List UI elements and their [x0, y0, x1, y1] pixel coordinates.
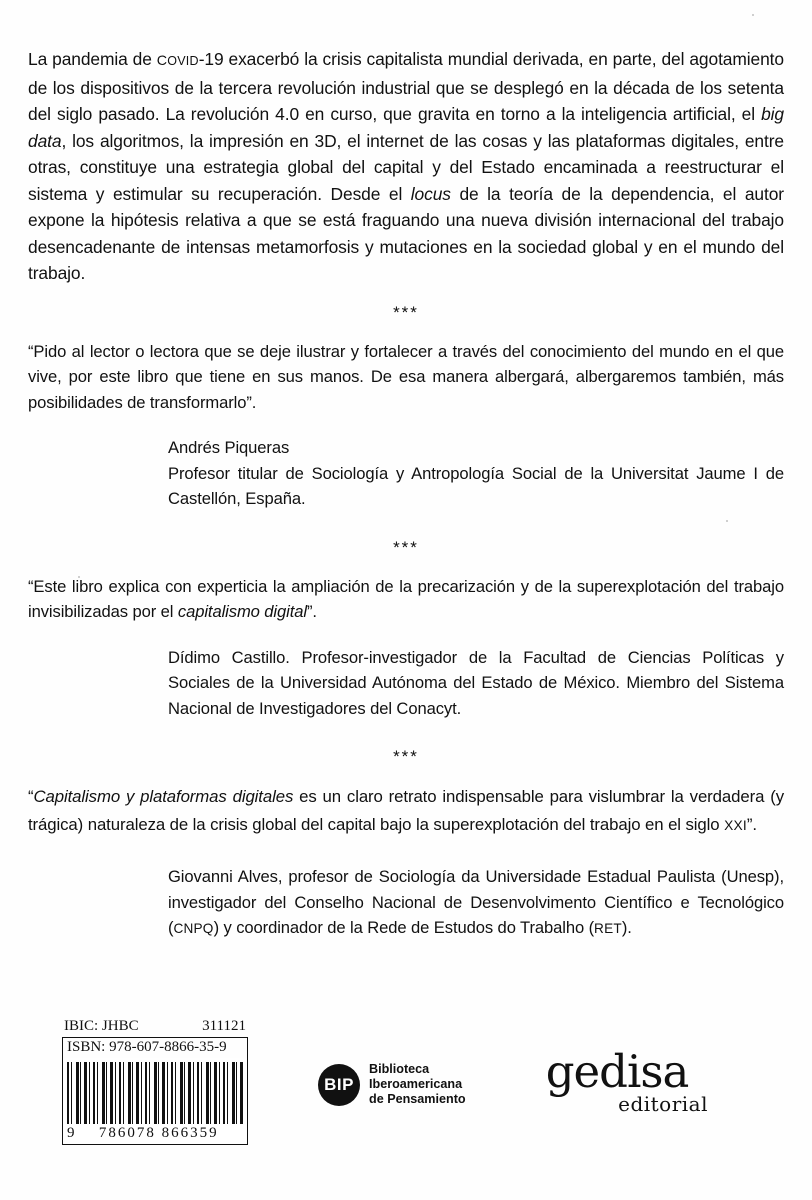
main-paragraph: La pandemia de COVID-19 exacerbó la crisis capitalista mundial derivada, en parte, del agotamiento de los dispositivos de la tercera revolución industrial que se desplegó en la década de los setenta del siglo pasado. La revolución 4.0 en curso, que gravita en torno a la inteligencia artificial, el big data, los algoritmos, la impresión en 3D, el internet de las cosas y las plataformas digitales, entre otras, constituye una estrategia global del capital y del Estado encaminada a reestructurar el sistema y estimular su recuperación. Desde el locus de la teoría de la dependencia, el autor expone la hipótesis relativa a que se está fraguando una nueva división internacional del trabajo desencadenante de intensas metamorfosis y mutaciones en la sociedad global y en el mundo del trabajo.: [28, 49, 784, 283]
bip-line-2: Iberoamericana: [369, 1077, 463, 1091]
barcode-lead-digit: 9: [67, 1125, 75, 1141]
publisher-subtitle: editorial: [618, 1092, 708, 1116]
blurb-attribution-2: Dídimo Castillo. Profesor-investigador de la Facultad de Ciencias Políticas y Sociales de la Universidad Autónoma del Estado de México. Miembro del Sistema Nacional de Investigadores del Conacyt.: [168, 647, 784, 718]
separator-stars-1: ***: [393, 302, 419, 322]
bip-mark-icon: BIP: [318, 1064, 360, 1106]
ibic-row: [62, 1018, 248, 1037]
isbn-barcode-block: [62, 1018, 248, 1145]
cover-footer: [0, 1000, 812, 1200]
barcode-digits: [67, 1124, 243, 1142]
separator-stars-2: ***: [393, 537, 419, 557]
barcode-bars: [67, 1062, 243, 1124]
bip-logo: [318, 1062, 466, 1107]
separator-stars-3: ***: [393, 747, 419, 766]
blurb-quote-3: “Capitalismo y plataformas digitales es un claro retrato indispensable para vislumbrar la verdadera (y trágica) naturaleza de la crisis global del capital bajo la superexplotación del trabajo en el siglo XXI”.: [28, 787, 784, 834]
bip-line-1: Biblioteca: [369, 1062, 430, 1076]
ibic-code: 311121: [202, 1018, 246, 1034]
blurb-attribution-1: Andrés Piqueras Profesor titular de Sociología y Antropología Social de la Universitat Jaume I de Castellón, España.: [168, 438, 784, 508]
back-cover-content: [28, 46, 784, 942]
barcode-number: 786078 866359: [98, 1125, 219, 1141]
bip-line-3: de Pensamiento: [369, 1092, 466, 1106]
publisher-name: gedisa: [545, 1045, 689, 1098]
blurb-attribution-3: Giovanni Alves, profesor de Sociología da Universidade Estadual Paulista (Unesp), investigador del Conselho Nacional de Desenvolvimento Científico e Tecnológico (CNPQ) y coordinador de la Rede de Estudos do Trabalho (RET).: [168, 867, 784, 937]
bip-logo-text: [369, 1062, 466, 1107]
publisher-logo: [512, 1045, 722, 1116]
barcode: [62, 1058, 248, 1145]
blurb-quote-1: “Pido al lector o lectora que se deje ilustrar y fortalecer a través del conocimiento del mundo en el que vive, por este libro que tiene en sus manos. De esa manera albergará, albergaremos también, más posibilidades de transformarlo”.: [28, 341, 784, 412]
paper-speck: [752, 14, 754, 16]
blurb-quote-2: “Este libro explica con experticia la ampliación de la precarización y de la superexplotación del trabajo invisibilizadas por el capitalismo digital”.: [28, 576, 784, 621]
ibic-label: IBIC: JHBC: [64, 1018, 139, 1034]
isbn-text: ISBN: 978-607-8866-35-9: [62, 1037, 248, 1058]
